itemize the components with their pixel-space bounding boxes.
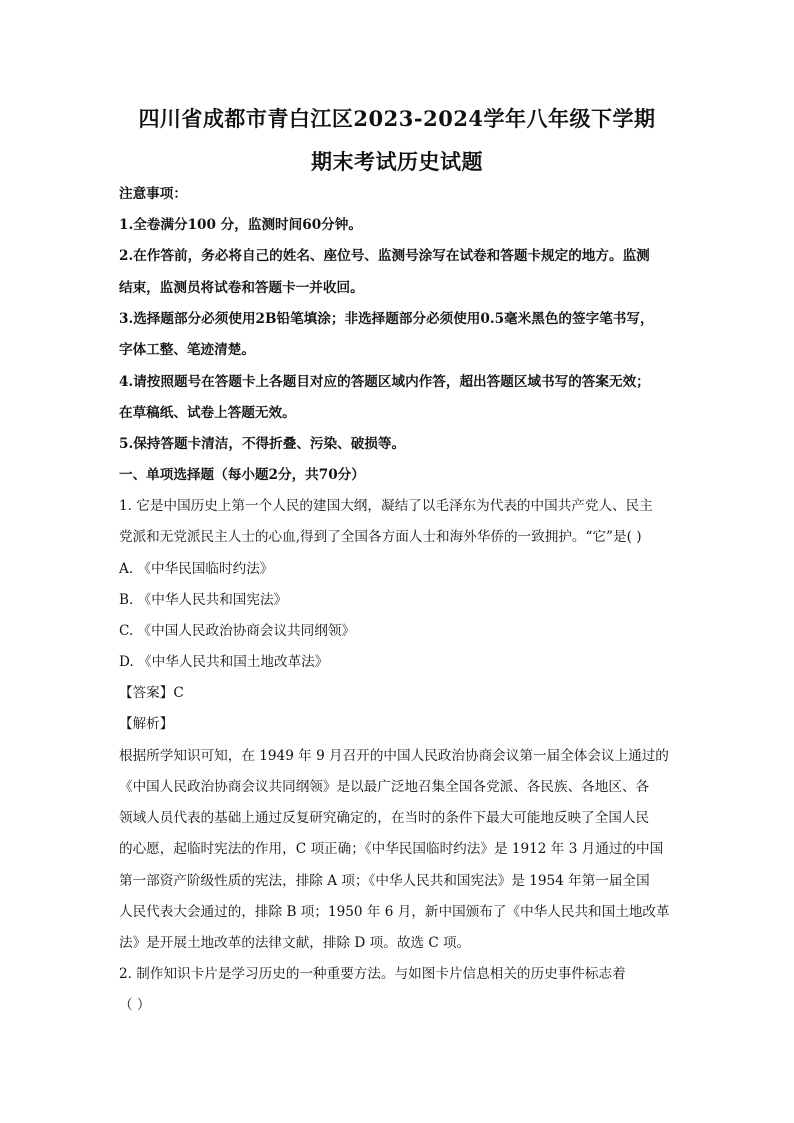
question-stem: （ ）: [119, 997, 151, 1013]
option-d: D. 《中华人民共和国土地改革法》: [119, 654, 329, 670]
notice-item: 结束，监测员将试卷和答题卡一并收回。: [119, 280, 364, 296]
analysis-line: 《中国人民政治协商会议共同纲领》是以最广泛地召集全国各党派、各民族、各地区、各: [119, 779, 650, 795]
exam-title-line2: 期末考试历史试题: [311, 149, 483, 174]
analysis-line: 人民代表大会通过的，排除 B 项；1950 年 6 月，新中国颁布了《中华人民共和国土地改革: [119, 904, 670, 920]
analysis-line: 第一部资产阶级性质的宪法，排除 A 项；《中华人民共和国宪法》是 1954 年第一届全国: [119, 873, 650, 889]
notice-item: 在草稿纸、试卷上答题无效。: [119, 405, 296, 421]
notice-heading: 注意事项：: [119, 186, 187, 202]
analysis-line: 根据所学知识可知，在 1949 年 9 月召开的中国人民政治协商会议第一届全体会议上通过的: [119, 748, 669, 764]
option-b: B. 《中华人民共和国宪法》: [119, 592, 288, 608]
notice-item: 2.在作答前，务必将自己的姓名、座位号、监测号涂写在试卷和答题卡规定的地方。监测: [119, 248, 650, 264]
notice-item: 字体工整、笔迹清楚。: [119, 342, 255, 358]
question-stem: 2. 制作知识卡片是学习历史的一种重要方法。与如图卡片信息相关的历史事件标志着: [119, 966, 626, 982]
analysis-line: 的心愿，起临时宪法的作用，C 项正确；《中华民国临时约法》是 1912 年 3 月通过的中国: [119, 841, 664, 857]
analysis-line: 法》是开展土地改革的法律文献，排除 D 项。故选 C 项。: [119, 935, 471, 951]
answer-label: 【答案】C: [119, 685, 184, 701]
option-c: C. 《中国人民政治协商会议共同纲领》: [119, 623, 356, 639]
exam-title-line1: 四川省成都市青白江区2023-2024学年八年级下学期: [138, 106, 656, 131]
analysis-line: 领域人员代表的基础上通过反复研究确定的，在当时的条件下最大可能地反映了全国人民: [119, 810, 650, 826]
question-stem: 1. 它是中国历史上第一个人民的建国大纲，凝结了以毛泽东为代表的中国共产党人、民主: [119, 498, 653, 514]
notice-item: 3.选择题部分必须使用2B铅笔填涂；非选择题部分必须使用0.5毫米黑色的签字笔书写，: [119, 311, 654, 327]
notice-item: 1.全卷满分100 分，监测时间60分钟。: [119, 217, 362, 233]
notice-item: 4.请按照题号在答题卡上各题目对应的答题区域内作答，超出答题区域书写的答案无效；: [119, 374, 650, 390]
option-a: A. 《中华民国临时约法》: [119, 561, 274, 577]
question-stem: 党派和无党派民主人士的心血,得到了全国各方面人士和海外华侨的一致拥护。“它”是( ): [119, 529, 642, 545]
section-heading: 一、单项选择题（每小题2分，共70分）: [119, 467, 365, 483]
notice-item: 5.保持答题卡清洁，不得折叠、污染、破损等。: [119, 436, 406, 452]
analysis-heading: 【解析】: [119, 716, 174, 732]
